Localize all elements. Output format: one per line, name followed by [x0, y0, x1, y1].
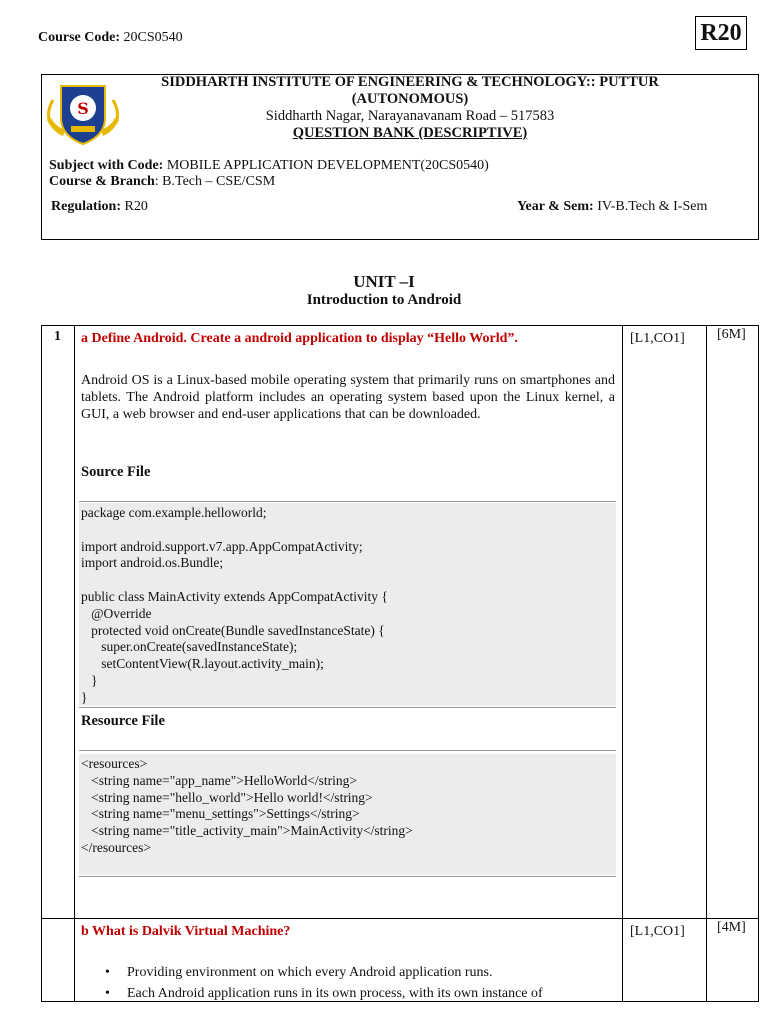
year-sem-line [517, 199, 707, 215]
list-item [105, 983, 617, 1004]
course-code-label: Course Code: [38, 30, 121, 45]
table-divider [622, 325, 623, 1002]
list-item [105, 962, 617, 983]
code-rule [79, 707, 616, 708]
question-1b-level: [L1,CO1] [630, 924, 685, 939]
resource-code-block: <resources> <string name="app_name">HelloWorld</string> <string name="hello_world">Hello world!</string> <string name="menu_settings">Settings</string> <string name="title_activity_main">MainActivity</string> </resources> [79, 754, 616, 875]
institute-name: SIDDHARTH INSTITUTE OF ENGINEERING & TECHNOLOGY:: PUTTUR [161, 74, 659, 90]
regulation-label: Regulation: [51, 199, 121, 214]
bullet-icon: • [105, 965, 110, 980]
code-rule [79, 501, 616, 502]
regulation-badge: R20 [695, 16, 747, 50]
table-divider [74, 325, 75, 1002]
year-sem-value: IV-B.Tech & I-Sem [597, 199, 708, 214]
table-row-divider [41, 918, 759, 919]
regulation-line [51, 199, 148, 215]
institute-block [130, 74, 690, 142]
question-1b-marks: [4M] [717, 920, 746, 935]
question-number: 1 [54, 329, 61, 344]
bullet-icon: • [105, 986, 110, 1001]
svg-text:S: S [77, 99, 89, 118]
unit-subtitle: Introduction to Android [306, 292, 462, 308]
question-1b: b What is Dalvik Virtual Machine? [81, 924, 291, 939]
branch-label: Course & Branch [49, 174, 155, 189]
question-1a: a Define Android. Create a android application to display “Hello World”. [81, 331, 518, 346]
source-code-block: package com.example.helloworld; import android.support.v7.app.AppCompatActivity; import android.os.Bundle; public class MainActivity extends AppCompatActivity { @Override protected void onCreate(Bundle savedInstanceState) { super.onCreate(savedInstanceState); setContentView(R.layout.activity_main); } } [79, 503, 616, 706]
branch-value: : B.Tech – CSE/CSM [154, 174, 276, 189]
branch-line [49, 174, 275, 190]
table-divider [706, 325, 707, 1002]
unit-title: UNIT –I [353, 272, 415, 291]
regulation-value: R20 [124, 199, 148, 214]
answer-paragraph: Android OS is a Linux-based mobile operating system that primarily runs on smartphones and tablets. The Android platform includes an operating system based upon the Linux kernel, a GUI, a web browser and end-user applications that can be downloaded. [81, 373, 615, 422]
list-item-text: Providing environment on which every Android application runs. [127, 965, 493, 980]
bullet-list [105, 962, 617, 1004]
resource-file-heading: Resource File [81, 713, 165, 729]
list-item-text: Each Android application runs in its own process, with its own instance of [127, 986, 543, 1001]
course-code-value: 20CS0540 [123, 30, 183, 45]
course-code [38, 30, 183, 46]
code-rule [79, 876, 616, 877]
subject-line [49, 158, 489, 174]
subject-label: Subject with Code: [49, 158, 164, 173]
source-file-heading: Source File [81, 464, 151, 480]
code-rule [79, 750, 616, 751]
institute-status: (AUTONOMOUS) [351, 91, 469, 107]
institute-logo [43, 80, 123, 146]
question-1a-marks: [6M] [717, 327, 746, 342]
subject-value: MOBILE APPLICATION DEVELOPMENT(20CS0540) [166, 158, 489, 173]
document-title: QUESTION BANK (DESCRIPTIVE) [292, 125, 528, 141]
question-1a-level: [L1,CO1] [630, 331, 685, 346]
institute-address: Siddharth Nagar, Narayanavanam Road – 517583 [265, 108, 555, 124]
year-sem-label: Year & Sem: [517, 199, 594, 214]
